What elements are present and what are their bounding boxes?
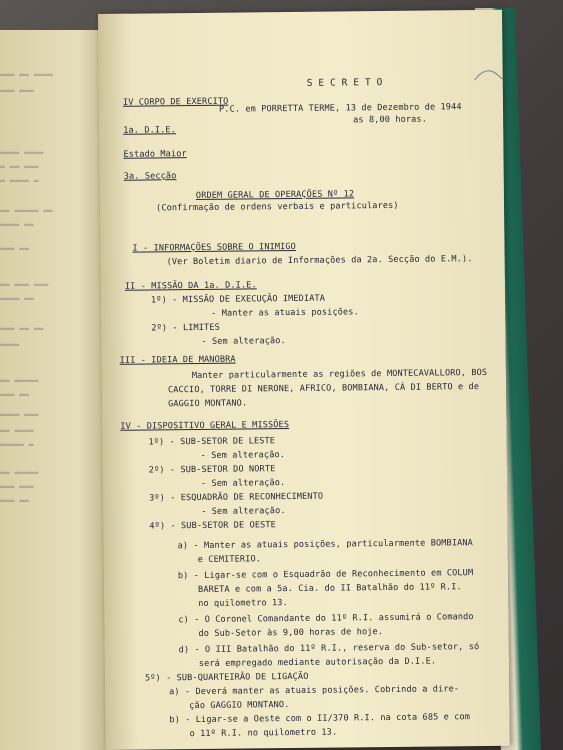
section-4-item-3-text: - Sem alteração. (201, 506, 286, 517)
section-4-item-4: 4º) - SUB-SETOR DE OESTE (149, 520, 276, 532)
section-2-item-1-text: - Manter as atuais posições. (211, 307, 359, 319)
section-4-d-line-2: será empregado mediante autorisação da D.I.E. (198, 656, 437, 669)
section-4-item-5: 5º) - SUB-QUARTEIRÃO DE LIGAÇÃO (144, 671, 309, 684)
section-4-5a-line-2: ção GAGGIO MONTANO. (189, 700, 290, 712)
section-2-title: II - MISSÃO DA 1a. D.I.E. (124, 280, 257, 292)
section-4-b-line-2: BARETA e com a 5a. Cia. do II Batalhão do 11º R.I. (197, 582, 462, 595)
left-page: ▬▬▬ ▬▬ ▬▬▬▬ ▬▬▬ ▬▬▬ ▬▬▬▬ ▬▬▬▬ ▬ ▬▬ ▬▬▬ ▬ ▬▬▬▬ ▬ ▬▬ ▬▬▬▬▬ ▬▬ ▬▬▬▬ ▬▬ ▬▬▬ ▬▬ ▬▬ ▬▬▬ ▬▬▬ ▬▬▬▬ ▬▬ ▬▬▬ ▬▬ ▬▬ ▬▬▬▬ ▬▬ ▬▬▬▬▬ ▬▬▬ ▬▬ ▬▬▬▬ ▬▬▬ ▬▬ ▬▬▬▬ ▬▬▬▬▬ ▬ ▬▬ ▬▬▬▬▬ ▬▬▬ ▬▬▬ ▬▬▬ ▬▬ (0, 30, 112, 750)
place-date-time: as 8,00 horas. (353, 114, 428, 126)
corps-name: IV CORPO DE EXERCITO (122, 96, 229, 108)
order-title: ORDEM GERAL DE OPERAÇÕES Nº 12 (195, 189, 355, 201)
staff-label: Estado Maior (123, 149, 187, 160)
section-4-5a-line-1: a) - Deverá manter as atuais posições. Cobrindo a dire- (169, 684, 460, 698)
section-2-item-2: 2º) - LIMITES (151, 322, 220, 334)
section-4-title: IV - DISPOSITIVO GERAL E MISSÕES (120, 420, 290, 432)
section-2-item-1: 1º) - MISSÃO DE EXECUÇÃO IMEDIATA (150, 293, 326, 306)
section-3-line-3: GAGGIO MONTANO. (168, 398, 248, 410)
document-page (98, 10, 510, 750)
place-date-line: P.C. em PORRETTA TERME, 13 de Dezembro de 1944 (218, 102, 462, 115)
section-4-b-line-3: no quilometro 13. (198, 598, 288, 609)
section-4-5b-line-1: b) - Ligar-se a Oeste com o II/370 R.I. na cota 685 e com (169, 712, 471, 726)
section-1-text: (Ver Boletim diario de Informações da 2a. Secção do E.M.). (166, 254, 473, 268)
section-2-item-2-text: - Sem alteração. (201, 336, 286, 347)
section-4-item-1-text: - Sem alteração. (200, 450, 286, 461)
section-4-item-2: 2º) - SUB-SETOR DO NORTE (148, 464, 276, 476)
section-4-a-line-1: a) - Manter as atuais posições, particularmente BOMBIANA (177, 538, 473, 552)
section-label: 3a. Secção (123, 171, 177, 182)
section-4-item-3: 3º) - ESQUADRÃO DE RECONHECIMENTO (149, 491, 324, 504)
section-4-item-2-text: - Sem alteração. (200, 478, 286, 489)
division-name: 1a. D.I.E. (123, 125, 177, 136)
section-1-title: I - INFORMAÇÕES SOBRE O INIMIGO (132, 241, 297, 254)
order-subtitle: (Confirmação de ordens verbais e particulares) (155, 200, 399, 214)
secret-stamp: S E C R E T O (306, 77, 383, 89)
section-4-c-line-1: c) - O Coronel Comandante do 11º R.I. assumirá o Comando (178, 612, 474, 626)
section-4-a-line-2: e CEMITERIO. (197, 554, 262, 565)
section-3-line-2: CACCIO, TORRE DI NERONE, AFRICO, BOMBIANA, CÁ DI BERTO e de (167, 382, 480, 396)
section-3-line-1: Manter particularmente as regiões de MONTECAVALLORO, BOS (191, 367, 488, 382)
section-4-b-line-1: b) - Ligar-se com o Esquadrão de Reconhecimento em COLUM (177, 568, 474, 582)
section-4-c-line-2: do Sub-Setor às 9,00 horas de hoje. (198, 627, 384, 639)
section-4-5b-line-2: o 11º R.I. no quilometro 13. (189, 727, 338, 740)
section-4-d-line-1: d) - O III Batalhão do 11º R.I., reserva do Sub-setor, só (178, 642, 480, 656)
section-4-item-1: 1º) - SUB-SETOR DE LESTE (148, 436, 276, 448)
section-3-title: III - IDEIA DE MANOBRA (119, 354, 236, 366)
